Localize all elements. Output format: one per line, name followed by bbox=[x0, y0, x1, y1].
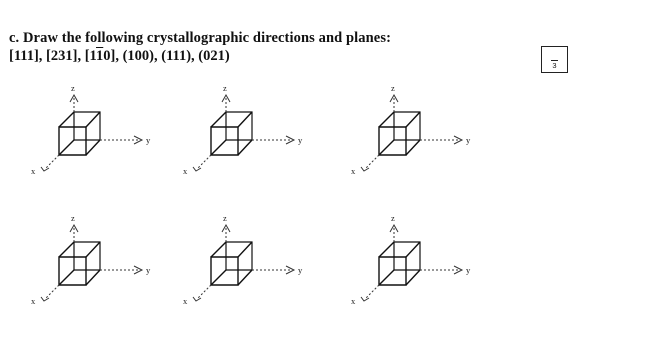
cube-diagram-1 bbox=[28, 82, 168, 182]
z-axis-label: z bbox=[71, 83, 75, 93]
list-text-3: 0], (100), (111), (021) bbox=[103, 48, 230, 64]
cube-diagram-2 bbox=[180, 82, 320, 182]
x-axis-label: x bbox=[183, 296, 188, 306]
y-axis-label: y bbox=[146, 265, 151, 275]
y-axis-label: y bbox=[298, 265, 303, 275]
question-title: c. Draw the following crystallographic directions and planes: bbox=[9, 30, 392, 46]
list-overline-1: 1 bbox=[96, 48, 104, 64]
y-axis-label: y bbox=[298, 135, 303, 145]
cube-diagram-6 bbox=[348, 212, 488, 312]
z-axis-label: z bbox=[223, 213, 227, 223]
cube-diagram-5 bbox=[180, 212, 320, 312]
cube-diagram-3 bbox=[348, 82, 488, 182]
y-axis-label: y bbox=[466, 265, 471, 275]
y-axis-label: y bbox=[466, 135, 471, 145]
z-axis-label: z bbox=[391, 213, 395, 223]
x-axis-label: x bbox=[31, 296, 36, 306]
question-list bbox=[9, 48, 230, 65]
z-axis-label: z bbox=[71, 213, 75, 223]
score-box bbox=[541, 46, 568, 73]
x-axis-label: x bbox=[351, 296, 356, 306]
x-axis-label: x bbox=[183, 166, 188, 176]
z-axis-label: z bbox=[391, 83, 395, 93]
x-axis-label: x bbox=[351, 166, 356, 176]
list-text-1: [111], [231], [1 bbox=[9, 48, 96, 64]
cube-diagram-4 bbox=[28, 212, 168, 312]
y-axis-label: y bbox=[146, 135, 151, 145]
x-axis-label: x bbox=[31, 166, 36, 176]
score-denominator: 3 bbox=[552, 61, 557, 70]
z-axis-label: z bbox=[223, 83, 227, 93]
